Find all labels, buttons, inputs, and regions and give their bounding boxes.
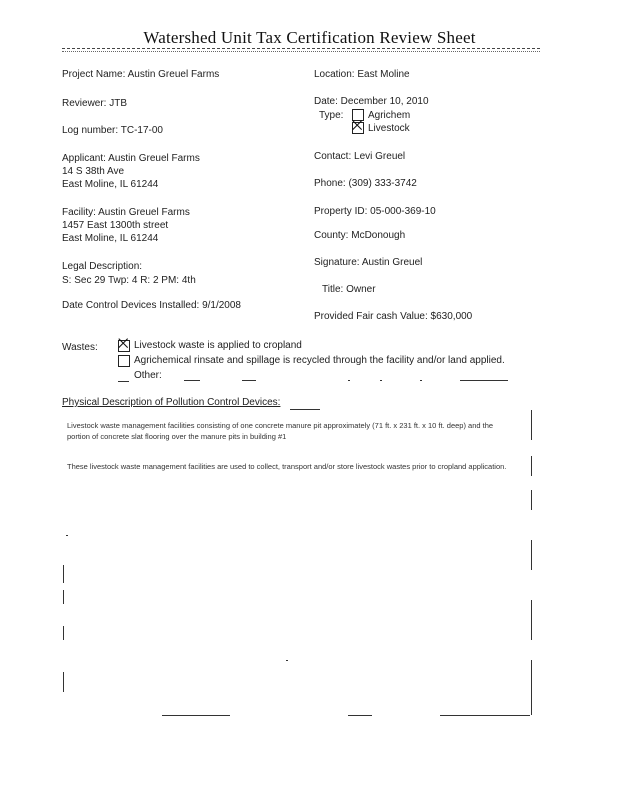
other-line-segment [242,380,256,381]
applicant: Applicant: Austin Greuel Farms [62,153,200,164]
applicant-address-1: 14 S 38th Ave [62,166,125,177]
signer-title: Title: Owner [322,284,376,295]
type-livestock-checkbox[interactable] [352,118,364,134]
signature: Signature: Austin Greuel [314,257,423,268]
box-border-bottom [162,715,230,716]
page-title: Watershed Unit Tax Certification Review Sheet [143,28,476,47]
scan-speck [286,660,288,661]
review-date: Date: December 10, 2010 [314,96,429,107]
facility-address-1: 1457 East 1300th street [62,220,169,231]
type-agrichem-label: Agrichem [368,110,411,121]
scan-speck [380,380,382,381]
fair-cash-value: Provided Fair cash Value: $630,000 [314,311,473,322]
waste-agrichemical-checkbox[interactable] [118,355,130,367]
project-name: Project Name: Austin Greuel Farms [62,69,220,80]
waste-livestock-checkbox[interactable] [118,336,130,352]
legal-description-value: S: Sec 29 Twp: 4 R: 2 PM: 4th [62,275,196,286]
location: Location: East Moline [314,69,410,80]
box-border-right [531,456,532,476]
facility-address-2: East Moline, IL 61244 [62,233,159,244]
title-divider-2 [62,51,540,52]
check-mark-icon: ⨉ [118,336,129,351]
physical-description-heading: Physical Description of Pollution Control Devices: [62,397,281,408]
waste-livestock-label: Livestock waste is applied to cropland [134,340,302,351]
box-border-right [531,660,532,715]
scan-speck [348,380,350,381]
physical-description-paragraph-2: These livestock waste management facilities are used to collect, transport and/or store livestock wastes prior to cropland application. [67,462,507,471]
box-border-left [63,672,64,692]
other-line-segment [184,380,200,381]
county: County: McDonough [314,230,406,241]
waste-other-label: Other: [134,370,162,381]
type-label: Type: [319,110,344,121]
box-border-left [63,626,64,640]
contact: Contact: Levi Greuel [314,151,406,162]
box-border-right [531,600,532,640]
box-border-left [63,590,64,604]
type-livestock-label: Livestock [368,123,410,134]
other-line-segment [460,380,508,381]
box-border-right [531,410,532,440]
physical-description-paragraph-1: Livestock waste management facilities consisting of one concrete manure pit approximately (71 ft. x 231 ft. x 10 ft. deep) and the portion of concrete slat flooring over the manure pits in building #1 [67,421,494,441]
check-mark-icon: ⨉ [352,118,363,133]
box-border-right [531,490,532,510]
log-number: Log number: TC-17-00 [62,125,163,136]
waste-other-blank[interactable] [118,381,129,382]
box-border-left [63,565,64,583]
date-control-devices: Date Control Devices Installed: 9/1/2008 [62,300,241,311]
wastes-label: Wastes: [62,342,98,353]
box-border-bottom [440,715,530,716]
applicant-address-2: East Moline, IL 61244 [62,179,159,190]
box-border-bottom [348,715,372,716]
scan-speck [420,380,422,381]
heading-underline-tail [290,409,320,410]
property-id: Property ID: 05-000-369-10 [314,206,436,217]
waste-agrichemical-label: Agrichemical rinsate and spillage is recycled through the facility and/or land applied. [134,355,505,366]
scan-speck [66,535,68,536]
title-divider [62,48,540,49]
box-border-right [531,540,532,570]
phone: Phone: (309) 333-3742 [314,178,417,189]
reviewer: Reviewer: JTB [62,98,128,109]
legal-description-label: Legal Description: [62,261,143,272]
facility: Facility: Austin Greuel Farms [62,207,190,218]
